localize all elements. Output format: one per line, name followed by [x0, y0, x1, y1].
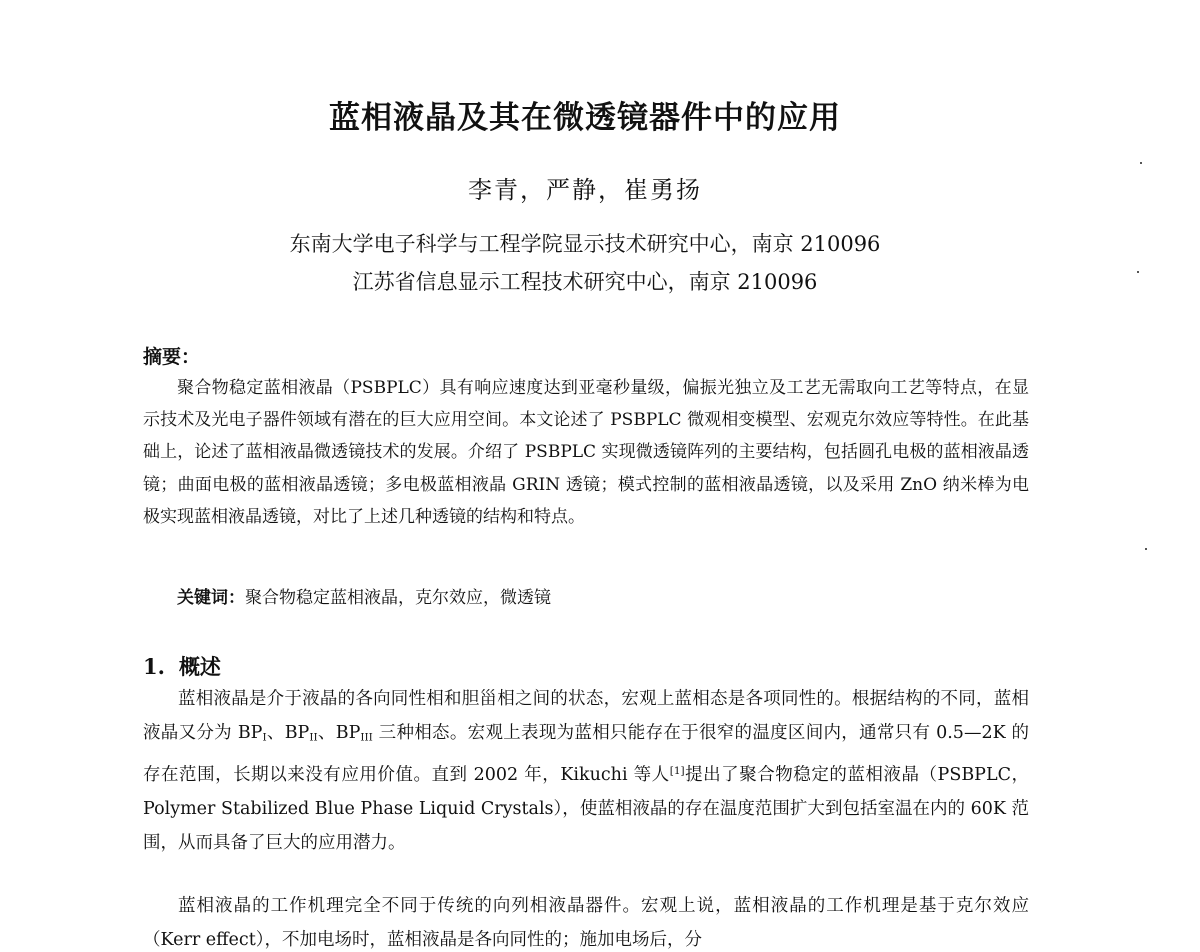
- section-heading: [143, 651, 221, 681]
- subscript-bp3: III: [360, 731, 373, 744]
- section-number: 1.: [143, 654, 165, 679]
- keywords-line: [143, 583, 1029, 608]
- body-paragraph-1: [143, 683, 1029, 860]
- author-list: 李青，严静，崔勇扬: [468, 176, 702, 204]
- subscript-bp1: I: [262, 731, 267, 744]
- affiliation-1: 东南大学电子科学与工程学院显示技术研究中心，南京 210096: [289, 232, 881, 256]
- scan-speck: [1145, 548, 1147, 550]
- scan-speck: [1137, 271, 1139, 273]
- abstract-text: 聚合物稳定蓝相液晶（PSBPLC）具有响应速度达到亚毫秒量级，偏振光独立及工艺无需取向工艺等特点，在显示技术及光电子器件领域有潜在的巨大应用空间。本文论述了 PSBPLC 微观相变模型、宏观克尔效应等特性。在此基础上，论述了蓝相液晶微透镜技术的发展。介绍了 PSBPLC 实现微透镜阵列的主要结构，包括圆孔电极的蓝相液晶透镜；曲面电极的蓝相液晶透镜；多电极蓝相液晶 GRIN 透镜；模式控制的蓝相液晶透镜，以及采用 ZnO 纳米棒为电极实现蓝相液晶透镜，对比了上述几种透镜的结构和特点。: [143, 378, 1029, 527]
- scan-speck: [1140, 162, 1142, 164]
- body-paragraph-2: 蓝相液晶的工作机理完全不同于传统的向列相液晶器件。宏观上说，蓝相液晶的工作机理是基于克尔效应（Kerr effect），不加电场时，蓝相液晶是各向同性的；施加电场后，分: [143, 896, 1029, 950]
- paragraph-text: 、BP: [266, 722, 310, 743]
- section-title: 概述: [178, 654, 221, 679]
- paragraph-text: 三种相态。宏观上表现为蓝相只能存在于很窄的温度区间内，通常只有 0.5—2K 的存在范围，长期以来没有应用价值。直到 2002 年，Kikuchi 等人: [143, 722, 1030, 785]
- paragraph-text: 提出了聚合物稳定的蓝相液晶（PSBPLC，Polymer Stabilized Blue Phase Liquid Crystals），使蓝相液晶的存在温度范围扩大到包括室温在内的 60K 范围，从而具备了巨大的应用潜力。: [143, 764, 1029, 853]
- subscript-bp2: II: [309, 731, 318, 744]
- paragraph-text: 蓝相液晶是介于液晶的各向同性相和胆甾相之间的状态，宏观上蓝相态是各项同性的。根据结构的不同，蓝相液晶又分为 BP: [143, 689, 1029, 743]
- citation-ref[interactable]: [1]: [669, 765, 685, 778]
- keywords-label: 关键词：: [177, 588, 245, 608]
- paper-title: 蓝相液晶及其在微透镜器件中的应用: [329, 100, 841, 136]
- abstract-label: 摘要：: [143, 346, 201, 368]
- affiliation-2: 江苏省信息显示工程技术研究中心，南京 210096: [352, 270, 818, 294]
- keywords-text: 聚合物稳定蓝相液晶，克尔效应，微透镜: [245, 588, 551, 608]
- paragraph-text: 、BP: [317, 722, 361, 743]
